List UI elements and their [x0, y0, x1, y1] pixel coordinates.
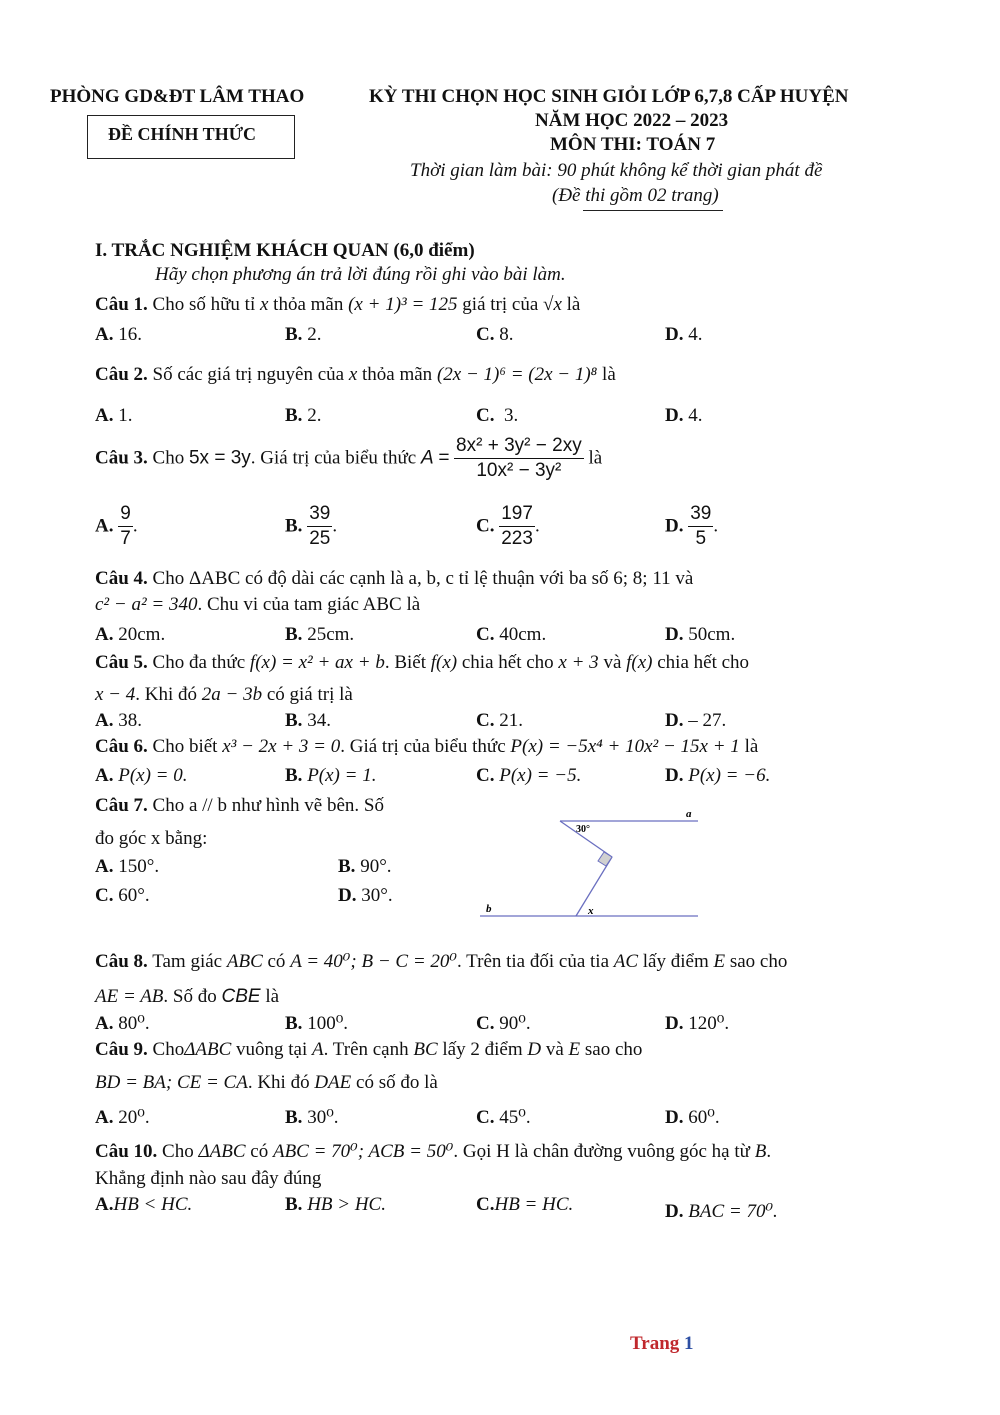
q5-option-a: A. 38.	[95, 710, 142, 731]
q5-line2: x − 4. Khi đó 2a − 3b có giá trị là	[95, 684, 353, 705]
q3-option-a: A. $\frac{9}{7}$ .	[95, 503, 138, 549]
q3-numerator: 8x² + 3y² − 2xy	[454, 434, 584, 459]
q3-denominator: 10x² − 3y²	[476, 460, 562, 481]
q1-text-b: thỏa mãn	[273, 294, 344, 315]
section-title: I. TRẮC NGHIỆM KHÁCH QUAN (6,0 điểm)	[95, 240, 475, 261]
q4-line2	[95, 594, 420, 616]
q9-line2: BD = BA; CE = CA. Khi đó DAE có số đo là	[95, 1072, 438, 1093]
q4-label: Câu 4.	[95, 568, 148, 589]
q3-option-c: C. $\frac{197}{223}$ .	[476, 503, 540, 549]
q3-condition: 5x = 3y	[188, 447, 251, 469]
q9-option-a: A. 20⁰.	[95, 1107, 150, 1128]
q4-option-a: A. 20cm.	[95, 624, 166, 645]
q3-text-b: . Giá trị của biểu thức	[250, 447, 417, 469]
q6-label: Câu 6.	[95, 736, 148, 757]
q6-option-c: C. P(x) = −5.	[476, 765, 582, 786]
q2-text: Số các giá trị nguyên của	[152, 364, 345, 385]
time-note: Thời gian làm bài: 90 phút không kể thời gian phát đề	[410, 160, 823, 181]
question-1	[95, 294, 580, 316]
q1-sqrt: √x	[543, 294, 562, 315]
q8-option-c: C. 90⁰.	[476, 1013, 531, 1034]
q2-option-a: A. 1.	[95, 405, 133, 426]
question-3	[95, 434, 602, 483]
q10-option-a: A.HB < HC.	[95, 1194, 193, 1215]
q4-text: . Chu vi của tam giác ABC là	[197, 594, 421, 615]
q2-equation: (2x − 1)⁶ = (2x − 1)⁸	[436, 364, 598, 385]
q3-option-b: B. $\frac{39}{25}$ .	[285, 503, 338, 549]
question-5: Câu 5. Cho đa thức f(x) = x² + ax + b. Biết f(x) chia hết cho x + 3 và f(x) chia hết cho	[95, 652, 750, 673]
q9-option-b: B. 30⁰.	[285, 1107, 339, 1128]
page-word: Trang	[630, 1333, 680, 1354]
q10-option-b: B. HB > HC.	[285, 1194, 386, 1215]
q10-condition: ABC = 70⁰; ACB = 50⁰	[272, 1141, 454, 1162]
q2-label: Câu 2.	[95, 364, 148, 385]
q1-label: Câu 1.	[95, 294, 148, 315]
q8-option-d: D. 120⁰.	[665, 1013, 730, 1034]
q1-option-c: C. 8.	[476, 324, 514, 345]
q4-equation: c² − a² = 340	[95, 594, 198, 615]
q1-equation: (x + 1)³ = 125	[348, 294, 458, 315]
q5-label: Câu 5.	[95, 652, 148, 673]
q1-var: x	[259, 294, 269, 315]
q5-option-c: C. 21.	[476, 710, 523, 731]
q8-option-a: A. 80⁰.	[95, 1013, 150, 1034]
q5-option-d: D. – 27.	[665, 710, 727, 731]
q2-option-d: D. 4.	[665, 405, 703, 426]
q3-fraction	[454, 434, 584, 483]
q7-line2: đo góc x bằng:	[95, 828, 208, 849]
q5-option-b: B. 34.	[285, 710, 331, 731]
q4-option-d: D. 50cm.	[665, 624, 736, 645]
q7-option-c: C. 60°.	[95, 885, 150, 906]
page-footer	[630, 1333, 694, 1355]
question-9: Câu 9. ChoΔABC vuông tại A. Trên cạnh BC lấy 2 điểm D và E sao cho	[95, 1039, 643, 1060]
q6-equation: x³ − 2x + 3 = 0	[222, 736, 341, 757]
q1-text-d: là	[566, 294, 581, 315]
office-name: PHÒNG GD&ĐT LÂM THAO	[50, 86, 305, 107]
q7-option-b: B. 90°.	[338, 856, 392, 877]
q2-option-b: B. 2.	[285, 405, 322, 426]
question-8: Câu 8. Tam giác ABC có A = 40⁰; B − C = 20⁰. Trên tia đối của tia AC lấy điểm E sao cho	[95, 951, 788, 972]
exam-subject: MÔN THI: TOÁN 7	[550, 134, 716, 155]
question-10: Câu 10. Cho ΔABC có ABC = 70⁰; ACB = 50⁰. Gọi H là chân đường vuông góc hạ từ B.	[95, 1141, 772, 1162]
question-6: Câu 6. Cho biết x³ − 2x + 3 = 0. Giá trị của biểu thức P(x) = −5x⁴ + 10x² − 15x + 1 là	[95, 736, 759, 757]
q3-text-c: là	[588, 447, 603, 469]
pages-note: (Đề thi gồm 02 trang)	[552, 185, 719, 206]
q3-text-a: Cho	[152, 447, 185, 469]
q1-option-b: B. 2.	[285, 324, 322, 345]
question-7: Câu 7. Cho a // b như hình vẽ bên. Số	[95, 795, 384, 816]
label-x: x	[588, 905, 594, 917]
q4-line1: Cho ΔABC có độ dài các cạnh là a, b, c tỉ lệ thuận với ba số 6; 8; 11 và	[152, 568, 694, 589]
q9-option-d: D. 60⁰.	[665, 1107, 720, 1128]
q6-option-d: D. P(x) = −6.	[665, 765, 771, 786]
q7-option-a: A. 150°.	[95, 856, 160, 877]
section-instruction: Hãy chọn phương án trả lời đúng rồi ghi vào bài làm.	[155, 264, 566, 285]
q6-option-b: B. P(x) = 1.	[285, 765, 377, 786]
q4-option-b: B. 25cm.	[285, 624, 355, 645]
q9-label: Câu 9.	[95, 1039, 148, 1060]
right-angle-mark	[598, 852, 612, 866]
page-number: 1	[684, 1333, 694, 1354]
q1-text-c: giá trị của	[462, 294, 539, 315]
q7-option-d: D. 30°.	[338, 885, 393, 906]
q1-option-d: D. 4.	[665, 324, 703, 345]
q3-label: Câu 3.	[95, 447, 148, 469]
exam-year: NĂM HỌC 2022 – 2023	[535, 110, 729, 131]
q10-option-d: D. BAC = 70⁰.	[665, 1201, 778, 1222]
q8-option-b: B. 100⁰.	[285, 1013, 349, 1034]
q1-option-a: A. 16.	[95, 324, 142, 345]
label-b: b	[486, 903, 492, 915]
q8-condition: A = 40⁰; B − C = 20⁰	[290, 951, 458, 972]
q7-label: Câu 7.	[95, 795, 148, 816]
q2-option-c: C. 3.	[476, 405, 519, 426]
official-label: ĐỀ CHÍNH THỨC	[108, 124, 257, 144]
q2-text-b: thỏa mãn	[362, 364, 433, 385]
exam-title: KỲ THI CHỌN HỌC SINH GIỎI LỚP 6,7,8 CẤP HUYỆN	[369, 86, 849, 107]
q3-option-d: D. $\frac{39}{5}$ .	[665, 503, 719, 549]
q4-option-c: C. 40cm.	[476, 624, 547, 645]
q8-label: Câu 8.	[95, 951, 148, 972]
q10-line2: Khẳng định nào sau đây đúng	[95, 1168, 322, 1189]
question-2	[95, 364, 616, 386]
q6-poly: P(x) = −5x⁴ + 10x² − 15x + 1	[510, 736, 740, 757]
label-a: a	[686, 808, 692, 820]
q2-text-c: là	[602, 364, 616, 385]
q8-line2: AE = AB. Số đo CBE là	[95, 986, 280, 1007]
label-angle: 30°	[576, 824, 590, 835]
pages-underline	[583, 210, 723, 211]
q10-label: Câu 10.	[95, 1141, 158, 1162]
question-4	[95, 568, 905, 590]
q3-lhs: A =	[420, 447, 450, 469]
q9-option-c: C. 45⁰.	[476, 1107, 531, 1128]
q7-figure	[470, 805, 710, 925]
q5-poly: f(x) = x² + ax + b	[249, 652, 385, 673]
q8-angle: CBE	[221, 986, 261, 1007]
q6-option-a: A. P(x) = 0.	[95, 765, 188, 786]
q10-option-c: C.HB = HC.	[476, 1194, 574, 1215]
q2-var: x	[348, 364, 358, 385]
q1-text: Cho số hữu tỉ	[152, 294, 256, 315]
